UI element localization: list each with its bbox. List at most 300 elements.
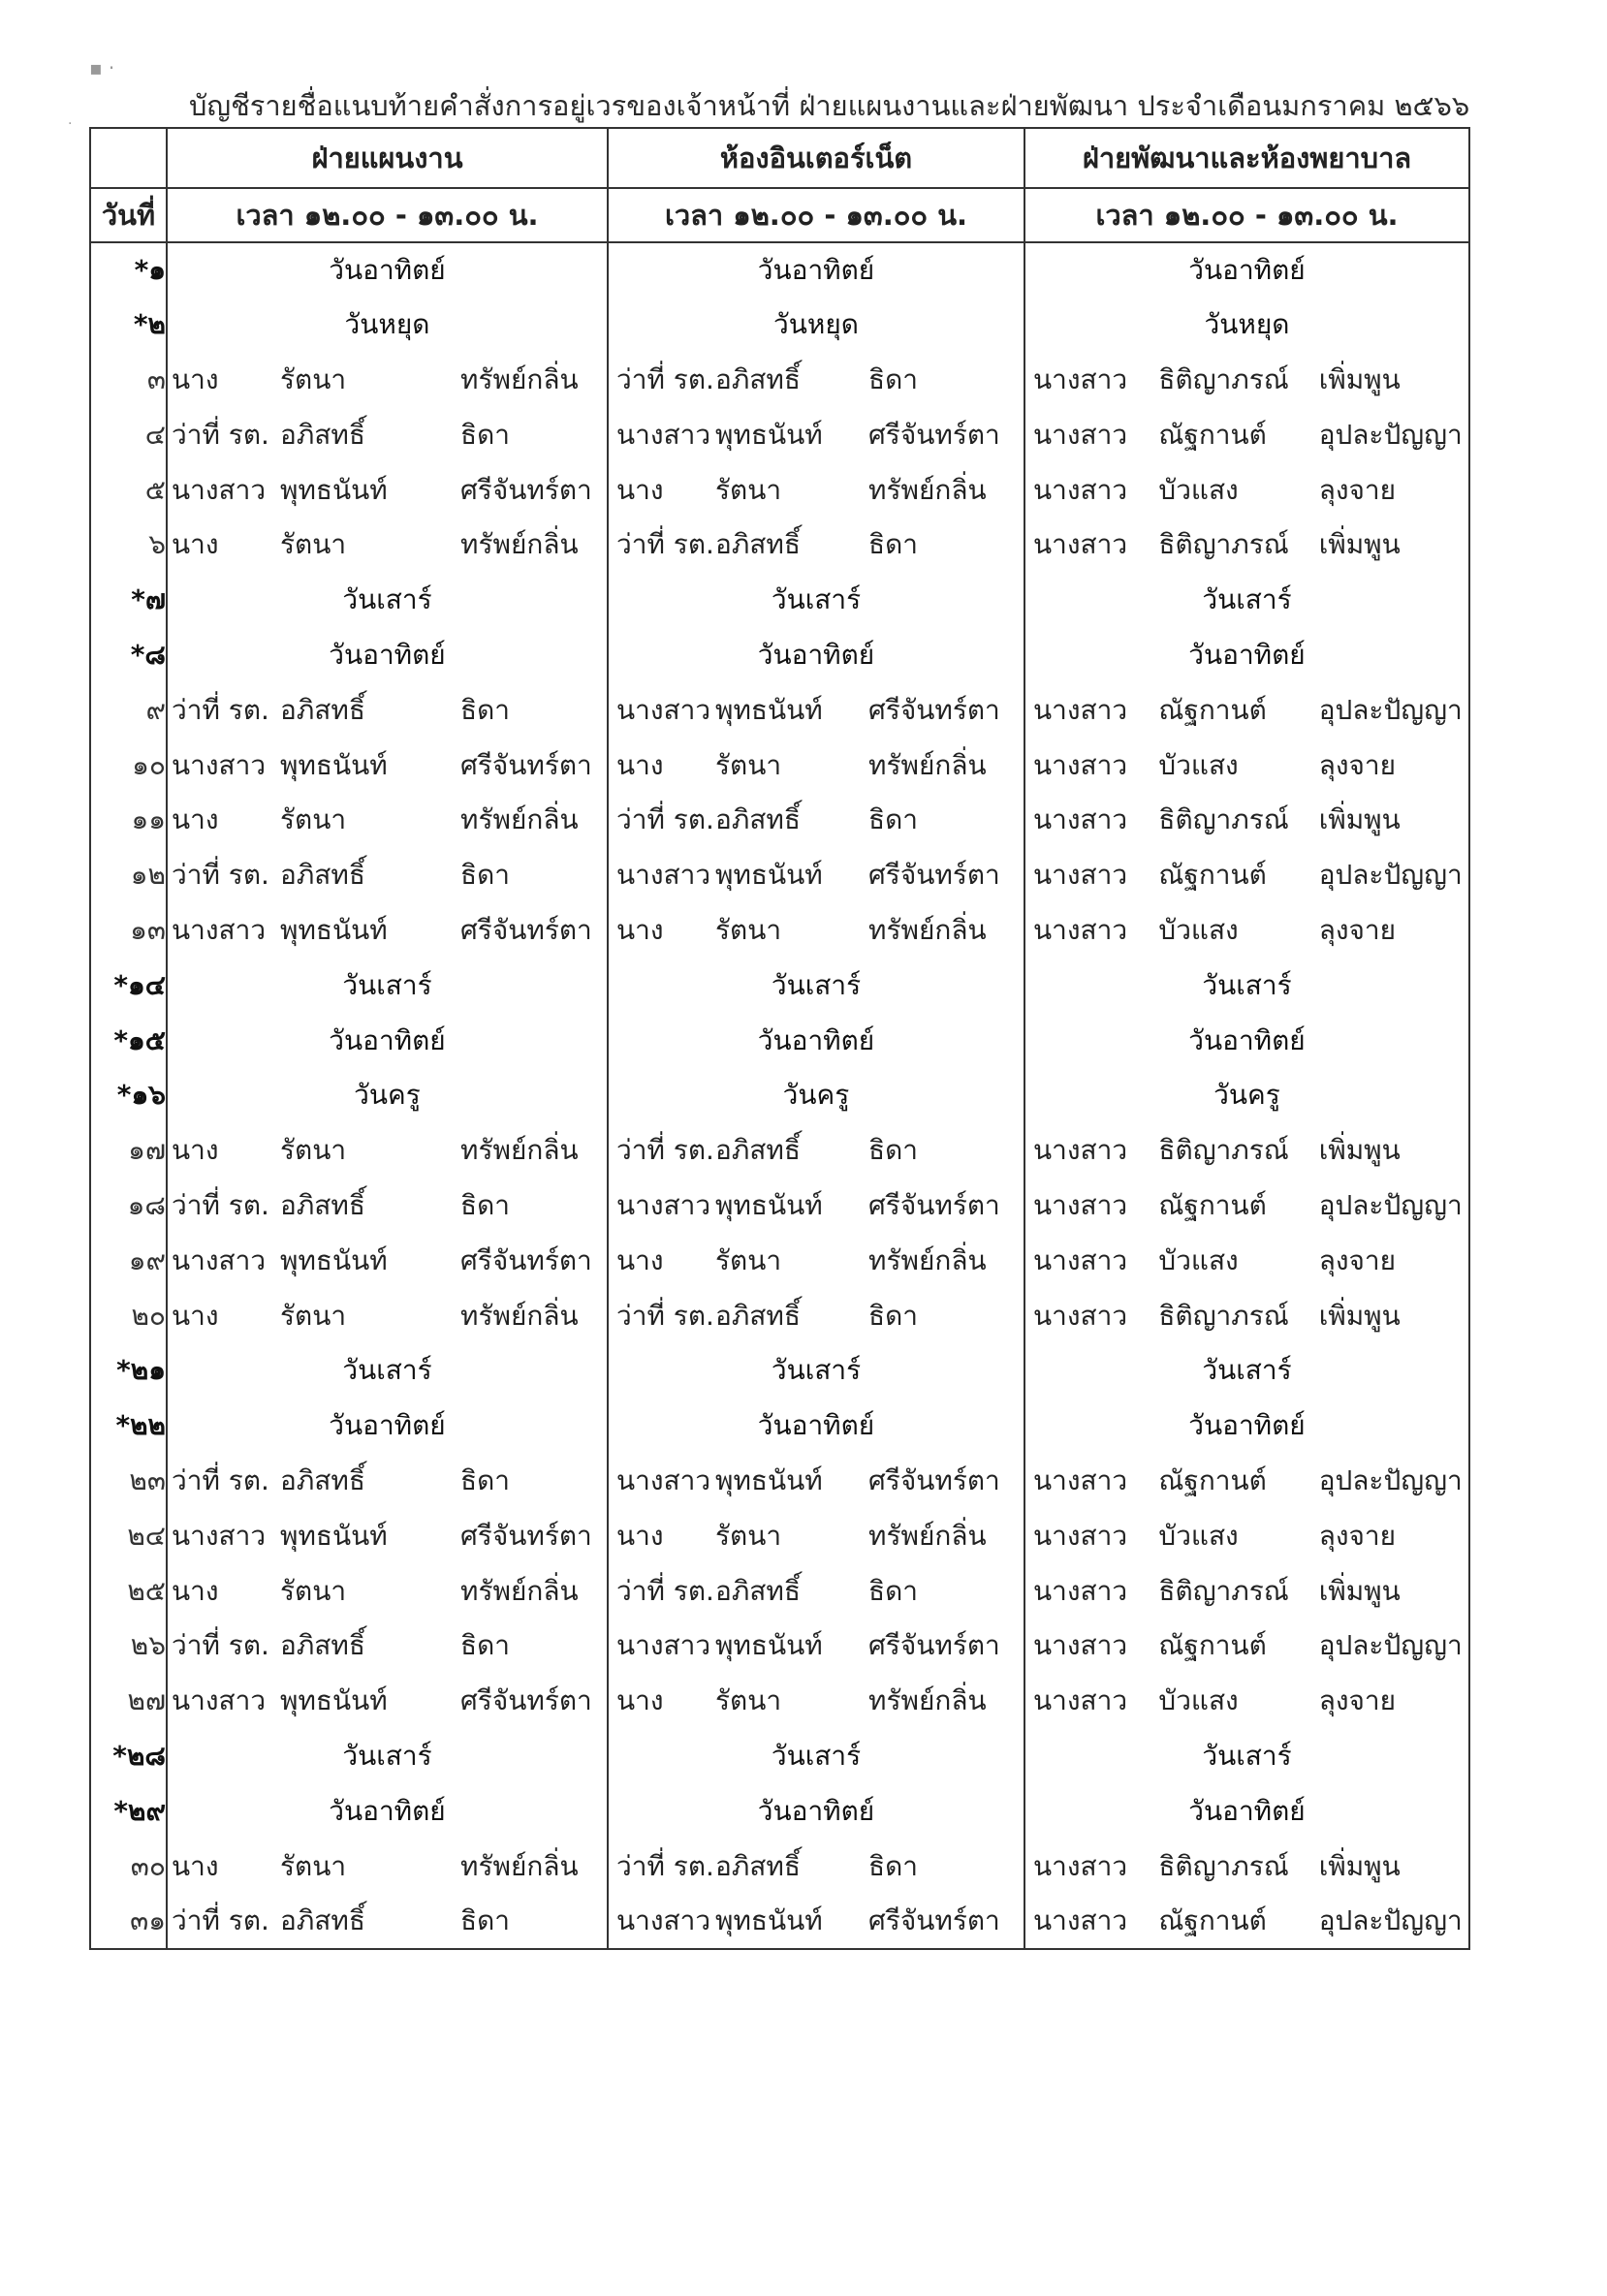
staff-cell xyxy=(1024,1233,1469,1288)
staff-title: นาง xyxy=(172,1574,219,1607)
staff-title: ว่าที่ รต. xyxy=(172,1463,269,1496)
staff-title: นาง xyxy=(616,913,664,946)
time-header-row xyxy=(90,188,1469,242)
table-row xyxy=(90,1233,1469,1288)
holiday-label: วันเสาร์ xyxy=(1024,1729,1469,1784)
table-row xyxy=(90,518,1469,573)
staff-title: นางสาว xyxy=(172,913,267,946)
staff-cell xyxy=(167,462,608,518)
holiday-label: วันหยุด xyxy=(608,298,1024,353)
corner-cell xyxy=(90,128,167,188)
staff-cell xyxy=(608,793,1024,848)
staff-last-name: ทรัพย์กลิ่น xyxy=(460,803,579,836)
staff-name xyxy=(168,799,607,841)
staff-last-name: ธิดา xyxy=(460,859,510,892)
staff-cell xyxy=(167,1619,608,1674)
staff-first-name: อภิสทธิ์ xyxy=(280,1629,365,1662)
staff-last-name: ธิดา xyxy=(460,1903,510,1936)
staff-first-name: พุทธนันท์ xyxy=(715,1629,823,1662)
day-number: *๒๒ xyxy=(90,1399,167,1454)
staff-name xyxy=(1025,359,1468,401)
staff-first-name: อภิสทธิ์ xyxy=(715,1574,801,1607)
staff-cell xyxy=(167,1123,608,1179)
staff-cell xyxy=(608,1508,1024,1563)
staff-cell xyxy=(1024,1123,1469,1179)
staff-last-name: อุปละปัญญา xyxy=(1318,1903,1463,1936)
staff-title: นางสาว xyxy=(1033,1463,1128,1496)
staff-title: ว่าที่ รต. xyxy=(616,1134,714,1167)
holiday-label: วันเสาร์ xyxy=(608,1729,1024,1784)
staff-last-name: ศรีจันทร์ตา xyxy=(868,1188,1000,1221)
staff-first-name: อภิสทธิ์ xyxy=(280,693,365,726)
staff-name xyxy=(1025,1295,1468,1337)
staff-title: นาง xyxy=(172,1849,219,1882)
staff-title: นางสาว xyxy=(1033,1849,1128,1882)
staff-first-name: รัตนา xyxy=(715,1519,782,1552)
staff-name xyxy=(168,1624,607,1667)
staff-last-name: อุปละปัญญา xyxy=(1318,1463,1463,1496)
staff-last-name: ศรีจันทร์ตา xyxy=(868,1903,1000,1936)
staff-title: นางสาว xyxy=(616,693,711,726)
staff-title: ว่าที่ รต. xyxy=(616,362,714,395)
holiday-label: วันอาทิตย์ xyxy=(167,1399,608,1454)
staff-cell xyxy=(608,682,1024,738)
holiday-label: วันเสาร์ xyxy=(608,1343,1024,1399)
staff-name xyxy=(1025,1845,1468,1888)
staff-name xyxy=(609,1680,1024,1722)
staff-first-name: อภิสทธิ์ xyxy=(280,418,365,451)
section-name-planning: ฝ่ายแผนงาน xyxy=(167,128,608,188)
staff-name xyxy=(1025,744,1468,787)
table-row xyxy=(90,1013,1469,1068)
staff-first-name: พุทธนันท์ xyxy=(715,1188,823,1221)
staff-name xyxy=(168,1184,607,1227)
holiday-label: วันหยุด xyxy=(167,298,608,353)
staff-title: ว่าที่ รต. xyxy=(172,693,269,726)
staff-title: นางสาว xyxy=(616,859,711,892)
staff-title: นางสาว xyxy=(1033,1519,1128,1552)
holiday-label: วันเสาร์ xyxy=(167,573,608,628)
day-number: *๒๘ xyxy=(90,1729,167,1784)
staff-cell xyxy=(167,1894,608,1949)
staff-cell xyxy=(1024,1839,1469,1894)
staff-title: นางสาว xyxy=(1033,1243,1128,1276)
staff-last-name: อุปละปัญญา xyxy=(1318,1188,1463,1221)
table-row xyxy=(90,1179,1469,1234)
staff-first-name: อภิสทธิ์ xyxy=(280,1903,365,1936)
staff-last-name: ทรัพย์กลิ่น xyxy=(460,1134,579,1167)
holiday-label: วันเสาร์ xyxy=(608,958,1024,1013)
holiday-label: วันเสาร์ xyxy=(608,573,1024,628)
staff-title: นางสาว xyxy=(1033,1629,1128,1662)
table-row xyxy=(90,242,1469,298)
table-row xyxy=(90,1563,1469,1619)
staff-name xyxy=(609,1845,1024,1888)
holiday-label: วันอาทิตย์ xyxy=(167,628,608,683)
table-row xyxy=(90,1729,1469,1784)
staff-cell xyxy=(1024,353,1469,408)
day-number: ๒๖ xyxy=(90,1619,167,1674)
staff-first-name: บัวแสง xyxy=(1158,1684,1239,1717)
staff-last-name: อุปละปัญญา xyxy=(1318,1629,1463,1662)
staff-cell xyxy=(167,903,608,959)
table-row xyxy=(90,1783,1469,1839)
staff-first-name: ณัฐกานต์ xyxy=(1158,859,1267,892)
holiday-label: วันอาทิตย์ xyxy=(167,1783,608,1839)
staff-last-name: ทรัพย์กลิ่น xyxy=(460,362,579,395)
staff-first-name: บัวแสง xyxy=(1158,473,1239,506)
staff-title: ว่าที่ รต. xyxy=(172,1629,269,1662)
staff-title: นาง xyxy=(616,748,664,781)
holiday-label: วันอาทิตย์ xyxy=(1024,1399,1469,1454)
staff-first-name: พุทธนันท์ xyxy=(715,1463,823,1496)
staff-cell xyxy=(608,1619,1024,1674)
staff-cell xyxy=(167,1288,608,1343)
table-row xyxy=(90,1619,1469,1674)
staff-name xyxy=(1025,689,1468,732)
day-number: ๑๙ xyxy=(90,1233,167,1288)
day-number: ๕ xyxy=(90,462,167,518)
staff-name xyxy=(609,1570,1024,1613)
staff-first-name: อภิสทธิ์ xyxy=(280,1463,365,1496)
staff-first-name: ธิติญาภรณ์ xyxy=(1158,1134,1289,1167)
staff-cell xyxy=(608,1454,1024,1509)
staff-title: นาง xyxy=(616,473,664,506)
staff-last-name: ธิดา xyxy=(460,693,510,726)
staff-title: นางสาว xyxy=(172,748,267,781)
staff-cell xyxy=(1024,682,1469,738)
staff-title: นางสาว xyxy=(1033,748,1128,781)
table-row xyxy=(90,738,1469,793)
table-row xyxy=(90,1454,1469,1509)
holiday-label: วันเสาร์ xyxy=(1024,1343,1469,1399)
staff-title: นางสาว xyxy=(172,473,267,506)
staff-last-name: ศรีจันทร์ตา xyxy=(868,693,1000,726)
staff-name xyxy=(1025,469,1468,512)
staff-last-name: ธิดา xyxy=(460,1629,510,1662)
staff-first-name: รัตนา xyxy=(280,1134,347,1167)
staff-name xyxy=(609,1515,1024,1557)
table-row xyxy=(90,407,1469,462)
table-row xyxy=(90,793,1469,848)
staff-cell xyxy=(1024,1454,1469,1509)
staff-last-name: ศรีจันทร์ตา xyxy=(460,1519,592,1552)
table-row xyxy=(90,1068,1469,1123)
staff-last-name: ศรีจันทร์ตา xyxy=(868,1463,1000,1496)
staff-last-name: ทรัพย์กลิ่น xyxy=(868,1243,987,1276)
staff-name xyxy=(609,523,1024,566)
staff-first-name: ธิติญาภรณ์ xyxy=(1158,1574,1289,1607)
staff-title: นางสาว xyxy=(1033,859,1128,892)
staff-name xyxy=(168,1295,607,1337)
staff-name xyxy=(168,1515,607,1557)
staff-last-name: ทรัพย์กลิ่น xyxy=(460,1574,579,1607)
staff-cell xyxy=(608,1288,1024,1343)
staff-first-name: รัตนา xyxy=(715,913,782,946)
staff-title: ว่าที่ รต. xyxy=(616,528,714,561)
staff-first-name: อภิสทธิ์ xyxy=(280,1188,365,1221)
staff-first-name: พุทธนันท์ xyxy=(280,1243,388,1276)
holiday-label: วันอาทิตย์ xyxy=(1024,242,1469,298)
table-row xyxy=(90,1343,1469,1399)
staff-first-name: พุทธนันท์ xyxy=(280,1519,388,1552)
staff-title: ว่าที่ รต. xyxy=(616,1574,714,1607)
staff-cell xyxy=(1024,1619,1469,1674)
staff-name xyxy=(609,1900,1024,1942)
holiday-label: วันเสาร์ xyxy=(167,1343,608,1399)
staff-title: นาง xyxy=(616,1519,664,1552)
table-row xyxy=(90,682,1469,738)
table-row xyxy=(90,1508,1469,1563)
staff-title: ว่าที่ รต. xyxy=(172,1903,269,1936)
staff-title: นางสาว xyxy=(616,418,711,451)
table-row xyxy=(90,1674,1469,1729)
table-row xyxy=(90,462,1469,518)
holiday-label: วันเสาร์ xyxy=(167,1729,608,1784)
staff-first-name: พุทธนันท์ xyxy=(715,693,823,726)
staff-title: นางสาว xyxy=(172,1519,267,1552)
staff-name xyxy=(609,909,1024,952)
staff-last-name: ทรัพย์กลิ่น xyxy=(868,913,987,946)
staff-cell xyxy=(1024,518,1469,573)
staff-cell xyxy=(608,1674,1024,1729)
staff-first-name: พุทธนันท์ xyxy=(280,748,388,781)
staff-first-name: บัวแสง xyxy=(1158,1243,1239,1276)
staff-cell xyxy=(1024,1563,1469,1619)
staff-name xyxy=(1025,1129,1468,1172)
staff-last-name: ลุงจาย xyxy=(1318,1519,1397,1552)
holiday-label: วันหยุด xyxy=(1024,298,1469,353)
staff-cell xyxy=(608,1563,1024,1619)
day-number: ๔ xyxy=(90,407,167,462)
staff-title: นาง xyxy=(172,362,219,395)
staff-cell xyxy=(1024,1508,1469,1563)
staff-last-name: ศรีจันทร์ตา xyxy=(460,913,592,946)
day-number: *๑ xyxy=(90,242,167,298)
staff-cell xyxy=(608,1839,1024,1894)
day-number: ๑๗ xyxy=(90,1123,167,1179)
staff-title: นางสาว xyxy=(172,1243,267,1276)
staff-title: นางสาว xyxy=(616,1629,711,1662)
staff-last-name: เพิ่มพูน xyxy=(1318,362,1401,395)
staff-first-name: พุทธนันท์ xyxy=(715,1903,823,1936)
holiday-label: วันครู xyxy=(608,1068,1024,1123)
staff-name xyxy=(609,799,1024,841)
staff-cell xyxy=(608,1123,1024,1179)
staff-cell xyxy=(167,738,608,793)
staff-name xyxy=(1025,1240,1468,1282)
staff-first-name: รัตนา xyxy=(715,1243,782,1276)
staff-title: ว่าที่ รต. xyxy=(616,1299,714,1332)
staff-cell xyxy=(1024,407,1469,462)
staff-last-name: อุปละปัญญา xyxy=(1318,859,1463,892)
staff-cell xyxy=(167,1233,608,1288)
staff-last-name: ธิดา xyxy=(868,803,918,836)
holiday-label: วันครู xyxy=(1024,1068,1469,1123)
staff-cell xyxy=(608,353,1024,408)
staff-first-name: ธิติญาภรณ์ xyxy=(1158,362,1289,395)
holiday-label: วันอาทิตย์ xyxy=(167,1013,608,1068)
staff-cell xyxy=(167,407,608,462)
day-number: ๑๓ xyxy=(90,903,167,959)
scan-tick-mark: · xyxy=(68,116,73,132)
staff-last-name: เพิ่มพูน xyxy=(1318,528,1401,561)
scan-dot-mark: ▪ · xyxy=(89,56,115,79)
staff-last-name: ทรัพย์กลิ่น xyxy=(868,473,987,506)
staff-last-name: ธิดา xyxy=(868,528,918,561)
table-row xyxy=(90,1123,1469,1179)
staff-last-name: เพิ่มพูน xyxy=(1318,1574,1401,1607)
staff-name xyxy=(1025,414,1468,456)
staff-cell xyxy=(608,1894,1024,1949)
holiday-label: วันเสาร์ xyxy=(167,958,608,1013)
staff-cell xyxy=(167,518,608,573)
staff-last-name: ทรัพย์กลิ่น xyxy=(460,528,579,561)
staff-cell xyxy=(1024,738,1469,793)
day-number: ๒๐ xyxy=(90,1288,167,1343)
staff-last-name: ลุงจาย xyxy=(1318,913,1397,946)
day-number: ๙ xyxy=(90,682,167,738)
staff-name xyxy=(168,414,607,456)
staff-first-name: อภิสทธิ์ xyxy=(715,362,801,395)
staff-title: นางสาว xyxy=(616,1188,711,1221)
holiday-label: วันอาทิตย์ xyxy=(1024,628,1469,683)
staff-cell xyxy=(1024,793,1469,848)
staff-first-name: พุทธนันท์ xyxy=(280,473,388,506)
day-number: ๒๔ xyxy=(90,1508,167,1563)
staff-title: นางสาว xyxy=(1033,1299,1128,1332)
staff-last-name: ศรีจันทร์ตา xyxy=(868,1629,1000,1662)
staff-first-name: อภิสทธิ์ xyxy=(280,859,365,892)
staff-first-name: ณัฐกานต์ xyxy=(1158,1629,1267,1662)
staff-title: นางสาว xyxy=(1033,693,1128,726)
staff-first-name: ณัฐกานต์ xyxy=(1158,1463,1267,1496)
day-number: *๒๑ xyxy=(90,1343,167,1399)
staff-title: นางสาว xyxy=(1033,1188,1128,1221)
staff-first-name: อภิสทธิ์ xyxy=(715,803,801,836)
staff-cell xyxy=(1024,1894,1469,1949)
staff-cell xyxy=(1024,462,1469,518)
staff-last-name: ธิดา xyxy=(868,1134,918,1167)
holiday-label: วันอาทิตย์ xyxy=(608,242,1024,298)
staff-first-name: รัตนา xyxy=(280,362,347,395)
staff-name xyxy=(168,1129,607,1172)
staff-first-name: รัตนา xyxy=(715,748,782,781)
staff-first-name: ณัฐกานต์ xyxy=(1158,418,1267,451)
staff-last-name: ศรีจันทร์ตา xyxy=(460,473,592,506)
staff-cell xyxy=(167,1674,608,1729)
holiday-label: วันอาทิตย์ xyxy=(608,1013,1024,1068)
staff-last-name: ลุงจาย xyxy=(1318,748,1397,781)
staff-first-name: อภิสทธิ์ xyxy=(715,1299,801,1332)
staff-title: นาง xyxy=(616,1243,664,1276)
staff-first-name: อภิสทธิ์ xyxy=(715,1134,801,1167)
staff-last-name: ศรีจันทร์ตา xyxy=(868,859,1000,892)
staff-cell xyxy=(167,848,608,903)
staff-first-name: ณัฐกานต์ xyxy=(1158,1188,1267,1221)
staff-title: นาง xyxy=(172,803,219,836)
day-number: *๘ xyxy=(90,628,167,683)
day-number: ๓๐ xyxy=(90,1839,167,1894)
staff-first-name: รัตนา xyxy=(715,1684,782,1717)
staff-title: นางสาว xyxy=(1033,1684,1128,1717)
staff-last-name: เพิ่มพูน xyxy=(1318,1849,1401,1882)
staff-title: ว่าที่ รต. xyxy=(172,418,269,451)
staff-title: ว่าที่ รต. xyxy=(172,859,269,892)
staff-first-name: บัวแสง xyxy=(1158,1519,1239,1552)
section-name-development-infirmary: ฝ่ายพัฒนาและห้องพยาบาล xyxy=(1024,128,1469,188)
staff-cell xyxy=(167,1508,608,1563)
table-row xyxy=(90,628,1469,683)
day-number: *๒ xyxy=(90,298,167,353)
staff-title: นางสาว xyxy=(1033,528,1128,561)
staff-name xyxy=(1025,1460,1468,1502)
staff-title: นางสาว xyxy=(1033,913,1128,946)
day-column-header: วันที่ xyxy=(90,188,167,242)
staff-first-name: รัตนา xyxy=(280,1574,347,1607)
staff-name xyxy=(1025,1570,1468,1613)
staff-name xyxy=(1025,523,1468,566)
day-number: *๑๕ xyxy=(90,1013,167,1068)
table-row xyxy=(90,573,1469,628)
section-header-row xyxy=(90,128,1469,188)
staff-title: นางสาว xyxy=(1033,1134,1128,1167)
staff-name xyxy=(609,854,1024,896)
staff-title: ว่าที่ รต. xyxy=(172,1188,269,1221)
staff-name xyxy=(168,1240,607,1282)
day-number: ๒๓ xyxy=(90,1454,167,1509)
staff-cell xyxy=(608,407,1024,462)
staff-name xyxy=(609,744,1024,787)
staff-first-name: ธิติญาภรณ์ xyxy=(1158,528,1289,561)
staff-cell xyxy=(1024,903,1469,959)
staff-title: นางสาว xyxy=(616,1903,711,1936)
staff-last-name: ธิดา xyxy=(460,1188,510,1221)
staff-name xyxy=(609,469,1024,512)
staff-title: นาง xyxy=(172,1299,219,1332)
day-number: ๓๑ xyxy=(90,1894,167,1949)
staff-name xyxy=(168,359,607,401)
staff-name xyxy=(168,854,607,896)
section-time-planning: เวลา ๑๒.๐๐ - ๑๓.๐๐ น. xyxy=(167,188,608,242)
staff-last-name: ธิดา xyxy=(868,1574,918,1607)
table-row xyxy=(90,958,1469,1013)
day-number: ๑๐ xyxy=(90,738,167,793)
day-number: ๖ xyxy=(90,518,167,573)
staff-name xyxy=(1025,909,1468,952)
staff-cell xyxy=(167,1839,608,1894)
staff-first-name: รัตนา xyxy=(280,1299,347,1332)
holiday-label: วันอาทิตย์ xyxy=(1024,1783,1469,1839)
holiday-label: วันเสาร์ xyxy=(1024,573,1469,628)
table-row xyxy=(90,903,1469,959)
day-number: ๓ xyxy=(90,353,167,408)
staff-name xyxy=(1025,1184,1468,1227)
staff-title: นาง xyxy=(172,1134,219,1167)
staff-last-name: ลุงจาย xyxy=(1318,1684,1397,1717)
staff-name xyxy=(168,1570,607,1613)
staff-name xyxy=(168,909,607,952)
staff-last-name: ธิดา xyxy=(868,362,918,395)
page-title: บัญชีรายชื่อแนบท้ายคำสั่งการอยู่เวรของเจ้าหน้าที่ ฝ่ายแผนงานและฝ่ายพัฒนา ประจำเดือนมกราคม ๒๕๖๖ xyxy=(189,89,1470,122)
day-number: ๒๗ xyxy=(90,1674,167,1729)
staff-last-name: ศรีจันทร์ตา xyxy=(460,1684,592,1717)
staff-last-name: ลุงจาย xyxy=(1318,1243,1397,1276)
holiday-label: วันอาทิตย์ xyxy=(608,1399,1024,1454)
day-number: ๒๕ xyxy=(90,1563,167,1619)
staff-first-name: รัตนา xyxy=(715,473,782,506)
staff-title: นางสาว xyxy=(616,1463,711,1496)
